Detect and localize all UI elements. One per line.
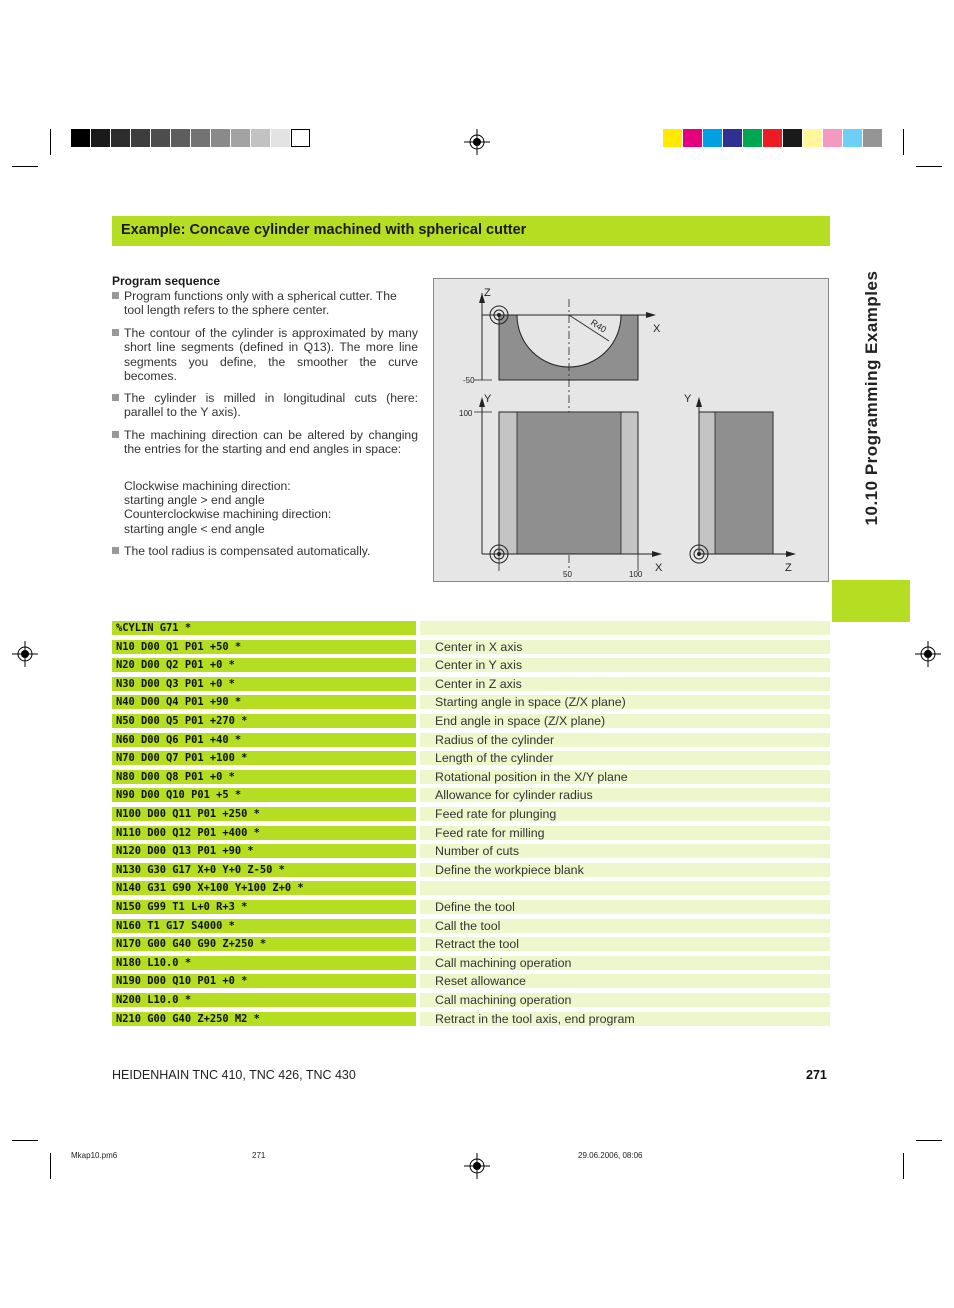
- label-x-top: X: [653, 323, 661, 335]
- label-z-top: Z: [484, 287, 491, 299]
- bullet-square-icon: [112, 394, 119, 401]
- color-swatch: [743, 129, 762, 147]
- nc-code: N130 G30 G17 X+0 Y+0 Z-50 *: [112, 863, 416, 877]
- label-z-bottom: Z: [785, 562, 792, 574]
- gray-swatch: [171, 129, 190, 147]
- nc-comment: [420, 621, 830, 635]
- gray-swatch: [291, 129, 310, 147]
- nc-comment: Center in X axis: [420, 640, 830, 654]
- gray-swatch: [131, 129, 150, 147]
- program-row: [112, 937, 830, 951]
- nc-code: N50 D00 Q5 P01 +270 *: [112, 714, 416, 728]
- nc-code: N160 T1 G17 S4000 *: [112, 919, 416, 933]
- program-row: [112, 993, 830, 1007]
- color-swatch: [763, 129, 782, 147]
- label-minus50: -50: [463, 376, 475, 385]
- nc-comment: Starting angle in space (Z/X plane): [420, 695, 830, 709]
- example-header-bar: [112, 216, 830, 246]
- label-radius: R40: [588, 317, 609, 335]
- footer-manual-title: HEIDENHAIN TNC 410, TNC 426, TNC 430: [112, 1068, 356, 1082]
- nc-code: N90 D00 Q10 P01 +5 *: [112, 788, 416, 802]
- nc-code: N120 D00 Q13 P01 +90 *: [112, 844, 416, 858]
- program-row: [112, 974, 830, 988]
- bullet-item: [112, 428, 418, 472]
- chapter-tab: [832, 580, 910, 622]
- nc-comment: [420, 881, 830, 895]
- registration-mark-icon: [464, 1153, 490, 1179]
- label-y-left: Y: [484, 393, 492, 405]
- nc-comment: Radius of the cylinder: [420, 733, 830, 747]
- nc-comment: Call machining operation: [420, 993, 830, 1007]
- nc-comment: Number of cuts: [420, 844, 830, 858]
- program-row: [112, 956, 830, 970]
- top-view-block: [499, 315, 638, 380]
- program-row: [112, 844, 830, 858]
- color-swatch: [843, 129, 862, 147]
- bullet-text: Program functions only with a spherical cutter. The tool length refers to the sphere center.: [124, 289, 397, 318]
- drawing-svg: [434, 279, 830, 583]
- nc-comment: Call the tool: [420, 919, 830, 933]
- nc-comment: Rotational position in the X/Y plane: [420, 770, 830, 784]
- label-50-bottom: 50: [563, 570, 572, 579]
- crop-mark: [50, 129, 51, 155]
- crop-mark: [916, 166, 942, 167]
- nc-code: N70 D00 Q7 P01 +100 *: [112, 751, 416, 765]
- gray-swatch: [111, 129, 130, 147]
- nc-comment: Center in Z axis: [420, 677, 830, 691]
- direction-line: Clockwise machining direction:: [124, 479, 291, 493]
- nc-code: N140 G31 G90 X+100 Y+100 Z+0 *: [112, 881, 416, 895]
- nc-comment: Retract in the tool axis, end program: [420, 1012, 830, 1026]
- nc-code: N80 D00 Q8 P01 +0 *: [112, 770, 416, 784]
- slug-file: Mkap10.pm6: [71, 1151, 118, 1160]
- nc-comment: Center in Y axis: [420, 658, 830, 672]
- direction-line: starting angle > end angle: [124, 493, 265, 507]
- crop-mark: [903, 129, 904, 155]
- registration-mark-icon: [12, 641, 38, 667]
- bullet-square-icon: [112, 431, 119, 438]
- slug-page: 271: [252, 1151, 266, 1160]
- program-row: [112, 900, 830, 914]
- color-swatch: [703, 129, 722, 147]
- color-swatch: [683, 129, 702, 147]
- nc-code: N40 D00 Q4 P01 +90 *: [112, 695, 416, 709]
- direction-line: Counterclockwise machining direction:: [124, 507, 332, 521]
- cylinder-drawing: [433, 278, 829, 582]
- nc-comment: Feed rate for plunging: [420, 807, 830, 821]
- nc-code: N170 G00 G40 G90 Z+250 *: [112, 937, 416, 951]
- gray-swatch: [271, 129, 290, 147]
- nc-comment: Define the workpiece blank: [420, 863, 830, 877]
- color-swatch: [663, 129, 682, 147]
- direction-line: starting angle < end angle: [124, 522, 265, 536]
- color-swatch: [803, 129, 822, 147]
- program-row: [112, 733, 830, 747]
- bullet-square-icon: [112, 547, 119, 554]
- footer-page-number: 271: [806, 1068, 827, 1082]
- nc-code: N60 D00 Q6 P01 +40 *: [112, 733, 416, 747]
- program-row: [112, 1012, 830, 1026]
- chapter-side-title: [852, 213, 892, 583]
- registration-mark-icon: [464, 129, 490, 155]
- bullet-square-icon: [112, 292, 119, 299]
- color-swatch: [723, 129, 742, 147]
- program-row: [112, 788, 830, 802]
- nc-comment: Define the tool: [420, 900, 830, 914]
- nc-code: N200 L10.0 *: [112, 993, 416, 1007]
- nc-code: %CYLIN G71 *: [112, 621, 416, 635]
- program-row: [112, 807, 830, 821]
- bullet-square-icon: [112, 329, 119, 336]
- gray-swatch: [91, 129, 110, 147]
- crop-mark: [12, 1140, 38, 1141]
- color-swatch: [823, 129, 842, 147]
- nc-comment: Call machining operation: [420, 956, 830, 970]
- color-swatch: [783, 129, 802, 147]
- x-axis-arrow-icon: [646, 312, 656, 318]
- example-title: Example: Concave cylinder machined with spherical cutter: [121, 222, 527, 238]
- label-100-left: 100: [459, 409, 473, 418]
- program-row: [112, 658, 830, 672]
- bullet-item: [112, 289, 418, 319]
- nc-comment: Reset allowance: [420, 974, 830, 988]
- gray-swatch: [231, 129, 250, 147]
- y-axis-arrow-icon: [696, 397, 702, 407]
- program-row: [112, 621, 830, 635]
- crop-mark: [12, 166, 38, 167]
- crop-mark: [50, 1153, 51, 1179]
- nc-code: N210 G00 G40 Z+250 M2 *: [112, 1012, 416, 1026]
- crop-mark: [916, 1140, 942, 1141]
- program-row: [112, 695, 830, 709]
- color-swatch: [863, 129, 882, 147]
- bullet-text: The tool radius is compensated automatically.: [124, 544, 371, 558]
- program-row: [112, 714, 830, 728]
- nc-code: N20 D00 Q2 P01 +0 *: [112, 658, 416, 672]
- bullet-item: [112, 391, 418, 421]
- label-100-bottom: 100: [629, 570, 643, 579]
- nc-code: N180 L10.0 *: [112, 956, 416, 970]
- program-row: [112, 751, 830, 765]
- nc-comment: End angle in space (Z/X plane): [420, 714, 830, 728]
- program-row: [112, 881, 830, 895]
- side-title-text: 10.10 Programming Examples: [862, 270, 881, 526]
- bullet-item: [112, 326, 418, 384]
- label-x-bottom: X: [655, 562, 663, 574]
- nc-comment: Retract the tool: [420, 937, 830, 951]
- gray-swatch: [211, 129, 230, 147]
- program-row: [112, 640, 830, 654]
- bullet-text: The machining direction can be altered by changing the entries for the starting and end angles in space:: [124, 428, 418, 457]
- program-row: [112, 863, 830, 877]
- nc-comment: Feed rate for milling: [420, 826, 830, 840]
- crop-mark: [903, 1153, 904, 1179]
- z-axis-arrow-icon: [786, 551, 796, 557]
- program-row: [112, 919, 830, 933]
- nc-code: N10 D00 Q1 P01 +50 *: [112, 640, 416, 654]
- gray-swatch: [251, 129, 270, 147]
- x-axis-arrow-icon: [652, 551, 662, 557]
- nc-code: N30 D00 Q3 P01 +0 *: [112, 677, 416, 691]
- gray-swatch: [71, 129, 90, 147]
- nc-comment: Length of the cylinder: [420, 751, 830, 765]
- gray-swatch: [191, 129, 210, 147]
- bullet-text: The cylinder is milled in longitudinal cuts (here: parallel to the Y axis).: [124, 391, 418, 420]
- nc-comment: Allowance for cylinder radius: [420, 788, 830, 802]
- registration-mark-icon: [915, 641, 941, 667]
- nc-code: N110 D00 Q12 P01 +400 *: [112, 826, 416, 840]
- program-row: [112, 770, 830, 784]
- label-y-right: Y: [684, 393, 692, 405]
- nc-code: N150 G99 T1 L+0 R+3 *: [112, 900, 416, 914]
- slug-datetime: 29.06.2006, 08:06: [578, 1151, 643, 1160]
- nc-code: N190 D00 Q10 P01 +0 *: [112, 974, 416, 988]
- gray-swatch: [151, 129, 170, 147]
- nc-code: N100 D00 Q11 P01 +250 *: [112, 807, 416, 821]
- program-row: [112, 677, 830, 691]
- bullet-text: The contour of the cylinder is approximated by many short line segments (defined in Q13). The more line segments you define, the smoother the curve becomes.: [124, 326, 418, 384]
- bullet-item: [112, 544, 418, 560]
- program-row: [112, 826, 830, 840]
- program-sequence-title: Program sequence: [112, 274, 221, 288]
